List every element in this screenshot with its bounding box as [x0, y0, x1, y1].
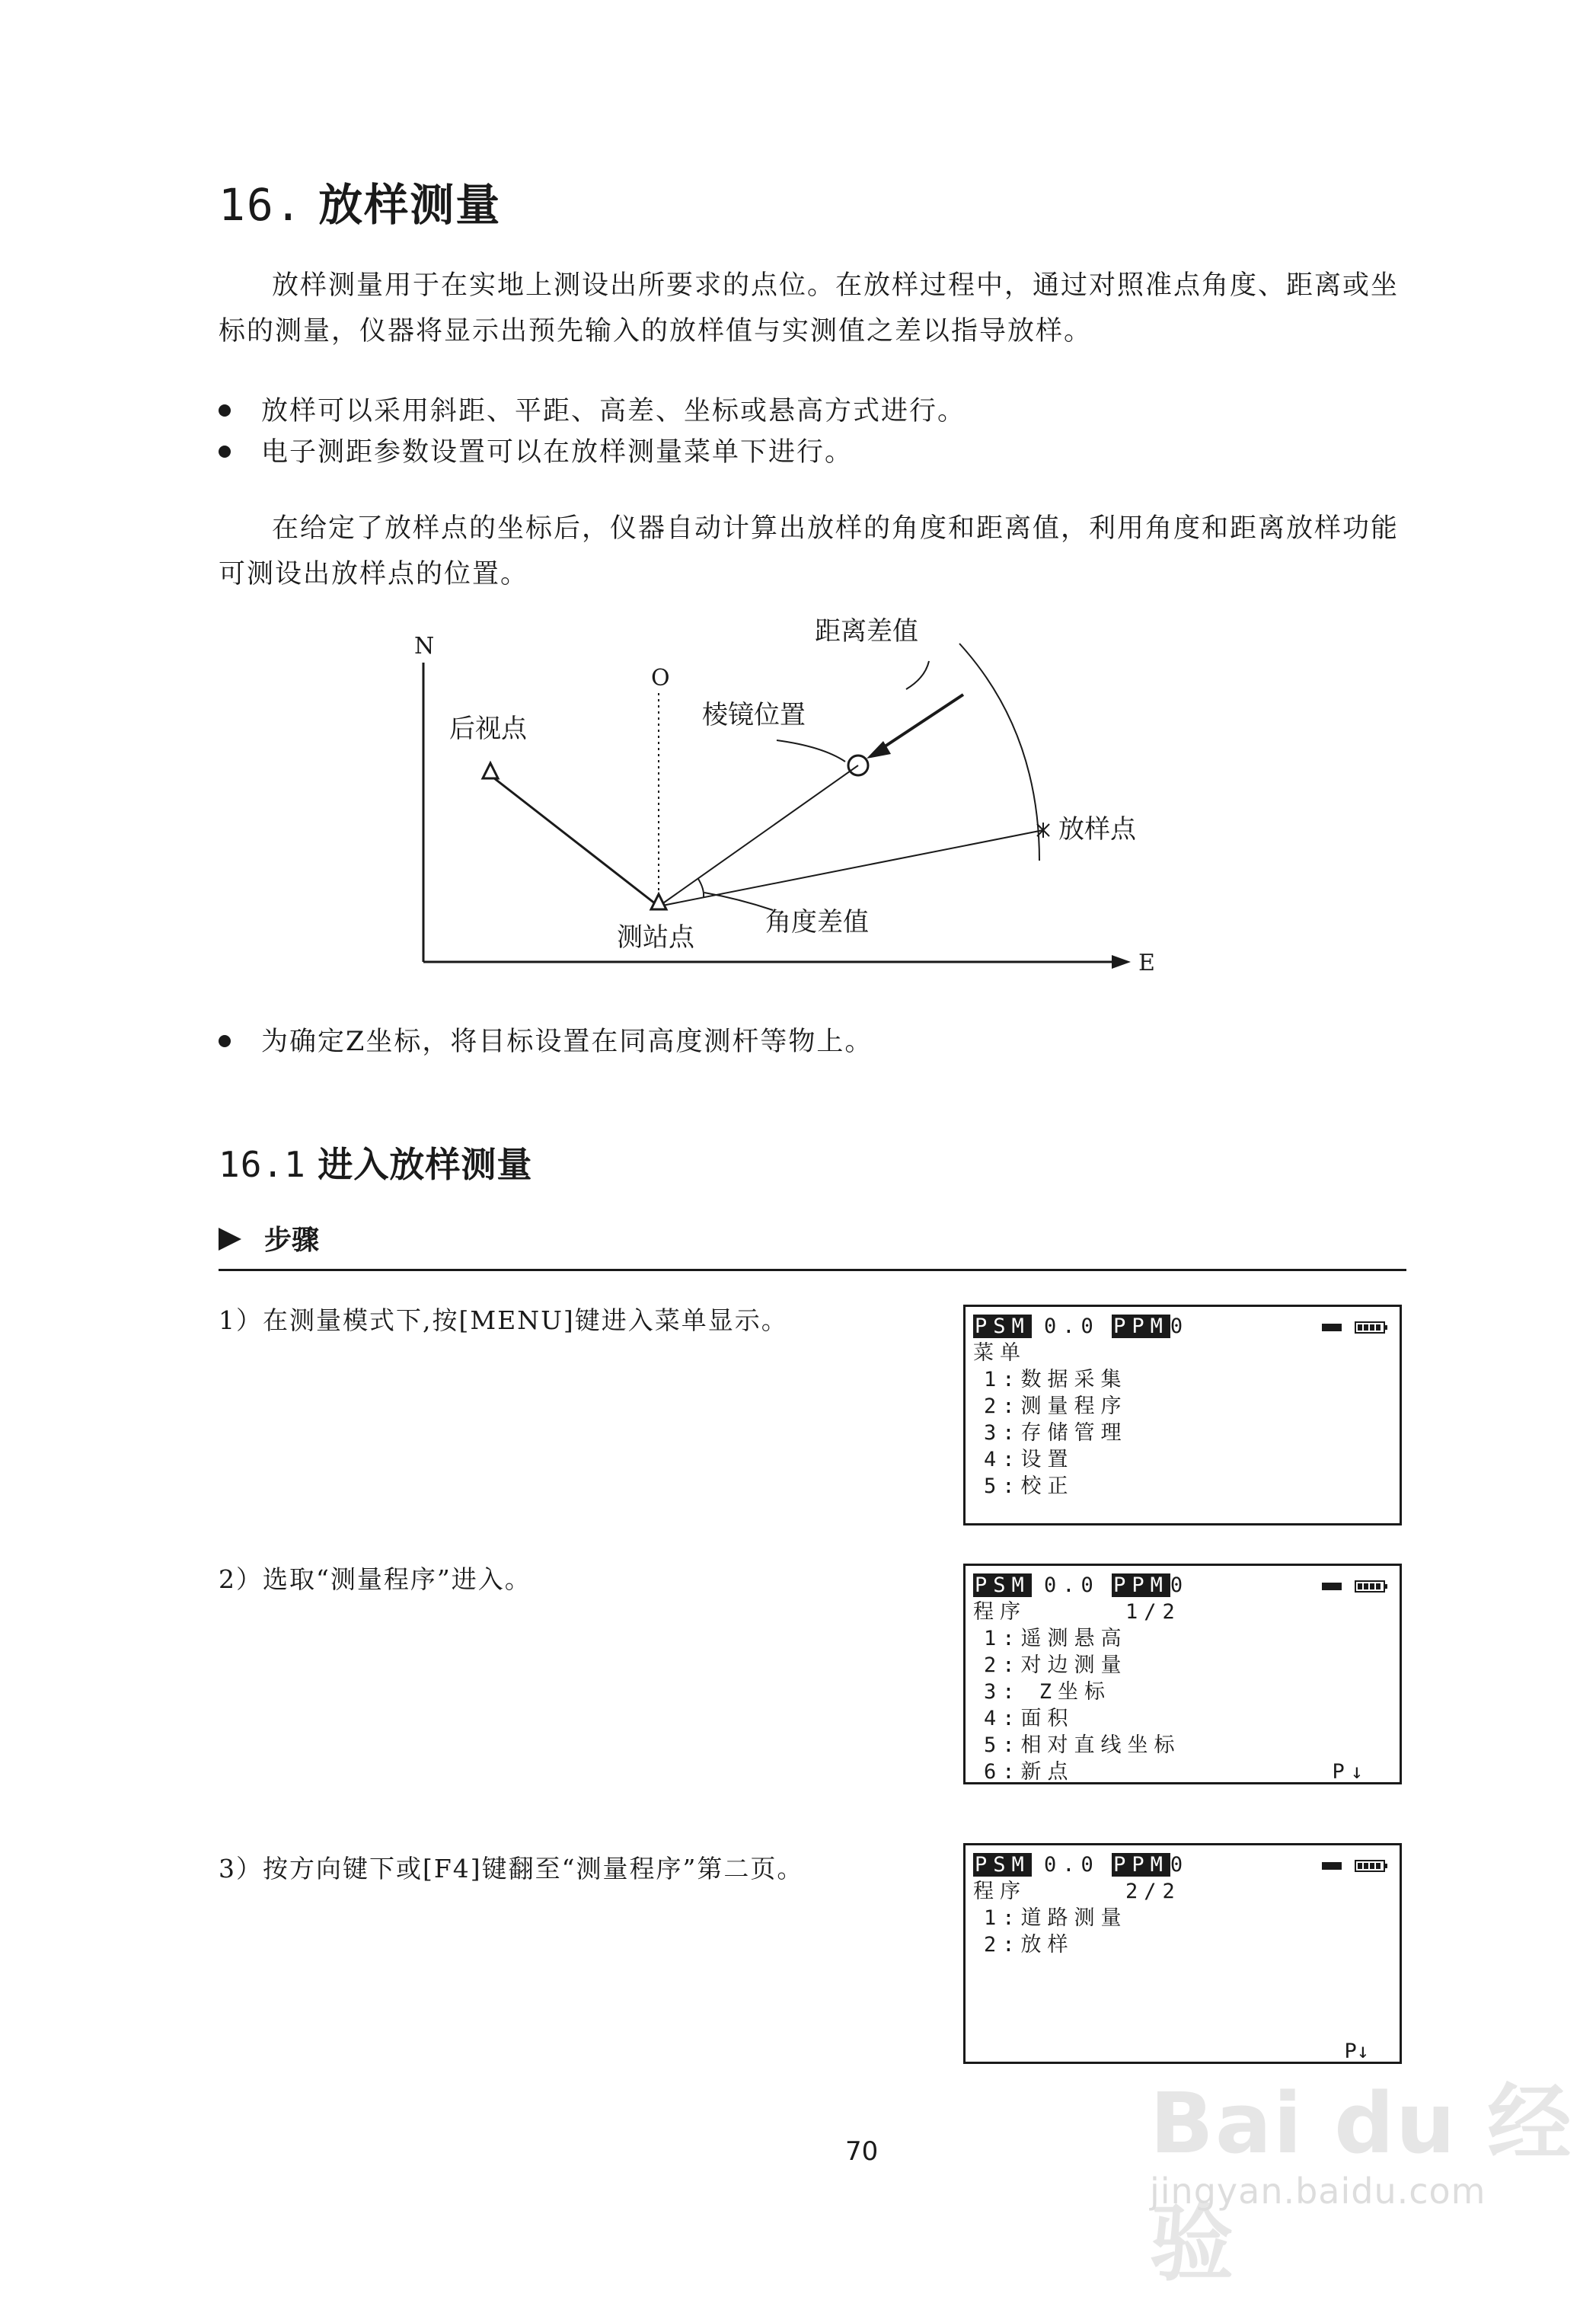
psm-value: 0.0	[1044, 1573, 1100, 1597]
bullet-dot	[219, 404, 231, 417]
second-paragraph: 在给定了放样点的坐标后，仪器自动计算出放样的角度和距离值，利用角度和距离放样功能可测设出放样点的位置。	[219, 513, 1400, 589]
ppm-badge: PPM	[1113, 1573, 1169, 1597]
menu-item-5[interactable]: 5:相对直线坐标	[984, 1733, 1181, 1757]
menu-item-4[interactable]: 4:面积	[984, 1707, 1074, 1730]
watermark-url: jingyan.baidu.com	[1150, 2171, 1486, 2212]
angle-arc	[698, 879, 704, 897]
watermark-logo: Bai du 经验	[1150, 2075, 1573, 2292]
intro-paragraph: 放样测量用于在实地上测设出所要求的点位。在放样过程中，通过对照准点角度、距离或坐标的测量，仪器将显示出预先输入的放样值与实测值之差以指导放样。	[219, 270, 1400, 347]
screen-title: 程序	[973, 1600, 1026, 1624]
e-label: E	[1138, 950, 1155, 976]
page-down-key[interactable]: P↓	[1344, 2040, 1369, 2063]
stakeout-diagram	[381, 609, 1180, 990]
bullet-text: 电子测距参数设置可以在放样测量菜单下进行。	[261, 437, 854, 468]
page-indicator: 2/2	[1125, 1880, 1181, 1903]
screen-title: 程序	[973, 1880, 1026, 1903]
o-label: O	[651, 665, 670, 692]
step-1: 1）在测量模式下,按[MENU]键进入菜单显示。	[219, 1305, 788, 1335]
ppm-value: 0	[1170, 1853, 1183, 1877]
screen-title-line	[973, 1878, 1400, 1905]
play-triangle-icon	[219, 1228, 241, 1251]
psm-badge: PSM	[975, 1573, 1030, 1597]
menu-item-5[interactable]: 5:校正	[984, 1474, 1074, 1498]
page-indicator: 1/2	[1125, 1600, 1181, 1624]
distance-diff-label: 距离差值	[815, 616, 918, 647]
psm-badge: PSM	[975, 1315, 1030, 1338]
step-3: 3）按方向键下或[F4]键翻至“测量程序”第二页。	[219, 1854, 804, 1883]
ppm-value: 0	[1170, 1573, 1183, 1597]
bullet-dot	[219, 446, 231, 458]
status-line	[973, 1572, 1400, 1599]
stakeout-point-label: 放样点	[1058, 814, 1136, 845]
empty-line	[973, 1958, 1400, 1985]
steps-label: 步骤	[264, 1225, 320, 1256]
bullet-item	[219, 396, 966, 426]
battery-icon	[1322, 1859, 1389, 1873]
menu-item-3[interactable]: 3: Z坐标	[984, 1680, 1112, 1704]
chapter-title: 放样测量	[318, 179, 502, 231]
battery-icon	[1322, 1580, 1389, 1593]
status-line	[973, 1851, 1400, 1878]
distance-callout	[906, 661, 929, 689]
ppm-badge: PPM	[1113, 1853, 1169, 1877]
angle-diff-label: 角度差值	[765, 907, 869, 938]
prism-line	[659, 765, 858, 906]
prism-callout	[777, 740, 845, 762]
status-line	[973, 1313, 1400, 1340]
menu-item-6[interactable]: 6:新点	[984, 1760, 1074, 1784]
lcd-screen-menu	[963, 1305, 1402, 1525]
ppm-badge: PPM	[1113, 1315, 1169, 1338]
steps-header	[219, 1219, 319, 1257]
menu-item-1[interactable]: 1:道路测量	[984, 1906, 1128, 1930]
steps-rule	[219, 1269, 1406, 1271]
psm-value: 0.0	[1044, 1853, 1100, 1877]
section-number: 16.1	[219, 1144, 306, 1185]
menu-item-6-line	[973, 1759, 1400, 1785]
empty-line	[973, 2011, 1400, 2038]
backsight-line	[490, 775, 659, 906]
n-label: N	[414, 633, 435, 660]
psm-badge: PSM	[975, 1853, 1030, 1877]
bullet-text: 为确定Z坐标，将目标设置在同高度测杆等物上。	[261, 1027, 873, 1057]
section-heading	[219, 1137, 532, 1187]
e-axis-arrow	[1112, 955, 1131, 969]
menu-item-1[interactable]: 1:遥测悬高	[984, 1627, 1128, 1650]
lcd-screen-programs-page1	[963, 1564, 1402, 1784]
psm-value: 0.0	[1044, 1315, 1100, 1338]
screen-title: 菜单	[973, 1341, 1026, 1365]
station-label: 测站点	[617, 922, 694, 953]
chapter-heading	[219, 169, 501, 233]
distance-arrow	[876, 695, 963, 752]
empty-line	[973, 1985, 1400, 2011]
ppm-value: 0	[1170, 1315, 1183, 1338]
screen-title-line	[973, 1599, 1400, 1625]
menu-item-3[interactable]: 3:存储管理	[984, 1421, 1128, 1445]
menu-item-4[interactable]: 4:设置	[984, 1448, 1074, 1471]
chapter-number: 16.	[219, 179, 303, 231]
menu-item-2[interactable]: 2:测量程序	[984, 1394, 1128, 1418]
page-number: 70	[845, 2136, 879, 2167]
prism-label: 棱镜位置	[702, 700, 806, 730]
backsight-triangle	[483, 763, 498, 778]
section-title: 进入放样测量	[318, 1144, 533, 1185]
menu-item-2[interactable]: 2:对边测量	[984, 1653, 1128, 1677]
distance-arc	[959, 644, 1039, 861]
step-2: 2）选取“测量程序”进入。	[219, 1564, 531, 1594]
bullet-item	[219, 437, 853, 468]
angle-callout	[704, 893, 773, 910]
menu-item-2[interactable]: 2:放样	[984, 1933, 1074, 1957]
page-down-key[interactable]: P↓	[1332, 1760, 1369, 1784]
bullet-dot	[219, 1035, 231, 1047]
menu-item-1[interactable]: 1:数据采集	[984, 1368, 1128, 1391]
lcd-screen-programs-page2	[963, 1843, 1402, 2064]
battery-icon	[1322, 1321, 1389, 1334]
backsight-label: 后视点	[449, 714, 527, 744]
bullet-item	[219, 1027, 873, 1057]
bullet-text: 放样可以采用斜距、平距、高差、坐标或悬高方式进行。	[261, 396, 966, 426]
